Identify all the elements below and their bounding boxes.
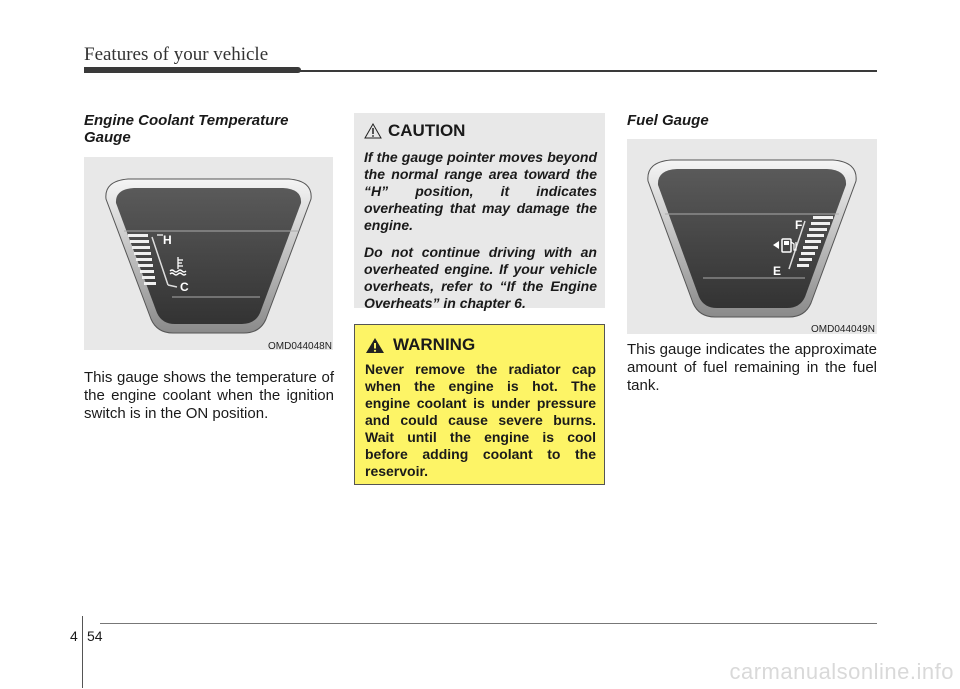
caution-title: CAUTION [388, 121, 466, 140]
coolant-figure-code: OMD044048N [268, 341, 332, 352]
gauge-full-label: F [795, 218, 803, 232]
caution-box [354, 113, 605, 311]
caution-triangle-icon [364, 123, 382, 139]
header-title: Features of your vehicle [84, 44, 269, 65]
warning-text: Never remove the radiator cap when the engine is hot. The engine coolant is under pressure and could cause severe burns. Wait until the engine is cool before adding coolant to the reservoir. [365, 361, 596, 479]
section-number: 4 [70, 628, 78, 644]
header-bar [84, 67, 301, 73]
watermark[interactable]: carmanualsonline.info [729, 659, 954, 684]
warning-title: WARNING [393, 335, 476, 354]
fuel-gauge-figure [627, 139, 877, 334]
fuel-figure-code: OMD044049N [811, 324, 875, 335]
caution-paragraph-1: If the gauge pointer moves beyond the normal range area toward the “H” position, it indicates overheating that may damage the engine. [364, 149, 597, 233]
warning-triangle-icon [365, 337, 385, 354]
coolant-description: This gauge shows the temperature of the engine coolant when the ignition switch is in the ON position. [84, 369, 334, 422]
footer-hline [100, 623, 877, 624]
gauge-empty-label: E [773, 264, 782, 278]
warning-box [354, 324, 605, 485]
warning-header [365, 335, 596, 355]
gauge-hot-label: H [163, 233, 172, 247]
fuel-description: This gauge indicates the approximate amount of fuel remaining in the fuel tank. [627, 341, 877, 394]
header-rule [296, 70, 877, 72]
footer-vline [82, 616, 83, 688]
fuel-heading: Fuel Gauge [627, 112, 709, 129]
coolant-heading: Engine Coolant Temperature Gauge [84, 112, 289, 146]
caution-header [364, 121, 597, 141]
coolant-gauge-figure [84, 157, 333, 350]
page-number: 54 [87, 628, 103, 644]
gauge-cold-label: C [180, 280, 189, 294]
caution-paragraph-2: Do not continue driving with an overheated engine. If your vehicle overheats, refer to “If the Engine Overheats” in chapter 6. [364, 244, 597, 311]
